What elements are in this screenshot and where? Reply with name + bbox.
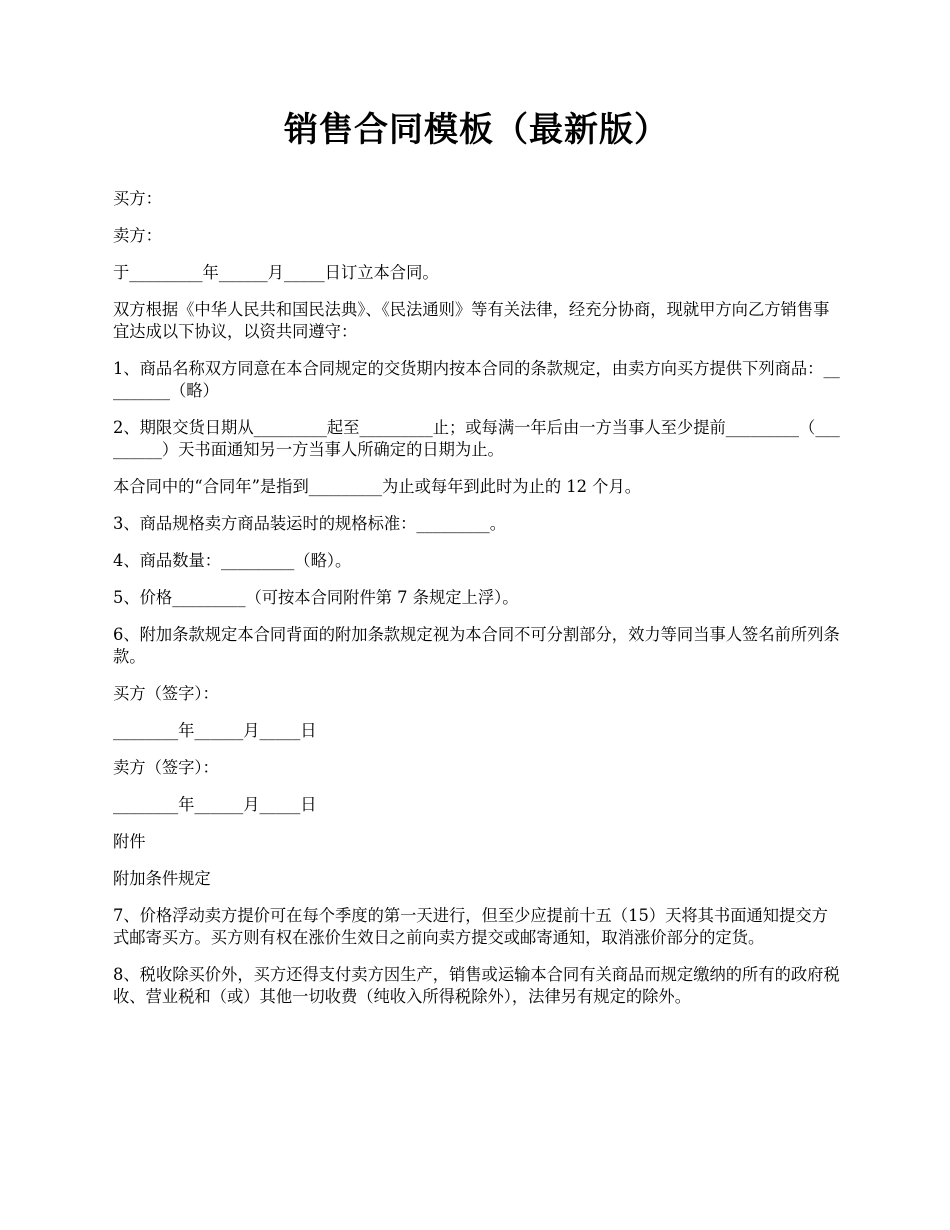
paragraph-clause-1: 1、商品名称双方同意在本合同规定的交货期内按本合同的条款规定，由卖方向买方提供下列商品：_________（略） bbox=[113, 359, 840, 400]
paragraph-contract-year: 本合同中的“合同年”是指到_________为止或每年到此时为止的 12 个月。 bbox=[113, 477, 642, 496]
paragraph-seller-signature: 卖方（签字）： bbox=[113, 758, 219, 777]
paragraph-clause-5: 5、价格_________（可按本合同附件第 7 条规定上浮）。 bbox=[113, 588, 519, 607]
paragraph-seller: 卖方： bbox=[113, 226, 162, 245]
paragraph-attachment-heading: 附加条件规定 bbox=[113, 869, 211, 888]
paragraph-clause-3: 3、商品规格卖方商品装运时的规格标准：_________。 bbox=[113, 514, 506, 533]
paragraph-clause-6: 6、附加条款规定本合同背面的附加条款规定视为本合同不可分割部分，效力等同当事人签名前所列条款。 bbox=[113, 625, 840, 666]
paragraph-attachment: 附件 bbox=[113, 832, 146, 851]
paragraph-clause-4: 4、商品数量：_________（略）。 bbox=[113, 551, 352, 570]
paragraph-clause-2: 2、期限交货日期从_________起至_________止；或每满一年后由一方当事人至少提前_________（_________）天书面通知另一方当事人所确定的日期为止。 bbox=[113, 418, 840, 459]
paragraph-buyer: 买方： bbox=[113, 189, 162, 208]
paragraph-clause-8: 8、税收除买价外，买方还得支付卖方因生产，销售或运输本合同有关商品而规定缴纳的所有的政府税收、营业税和（或）其他一切收费（纯收入所得税除外），法律另有规定的除外。 bbox=[113, 965, 840, 1006]
paragraph-clause-7: 7、价格浮动卖方提价可在每个季度的第一天进行，但至少应提前十五（15）天将其书面通知提交方式邮寄买方。买方则有权在涨价生效日之前向卖方提交或邮寄通知，取消涨价部分的定货。 bbox=[113, 906, 828, 947]
document-title: 销售合同模板（最新版） bbox=[284, 110, 669, 150]
paragraph-date: 于_________年______月_____日订立本合同。 bbox=[113, 263, 439, 282]
paragraph-buyer-sign-date: ________年______月_____日 bbox=[113, 721, 317, 740]
paragraph-buyer-signature: 买方（签字）： bbox=[113, 684, 219, 703]
paragraph-seller-sign-date: ________年______月_____日 bbox=[113, 795, 317, 814]
paragraph-preamble: 双方根据《中华人民共和国民法典》、《民法通则》等有关法律，经充分协商，现就甲方向乙方销售事宜达成以下协议，以资共同遵守： bbox=[113, 300, 830, 341]
